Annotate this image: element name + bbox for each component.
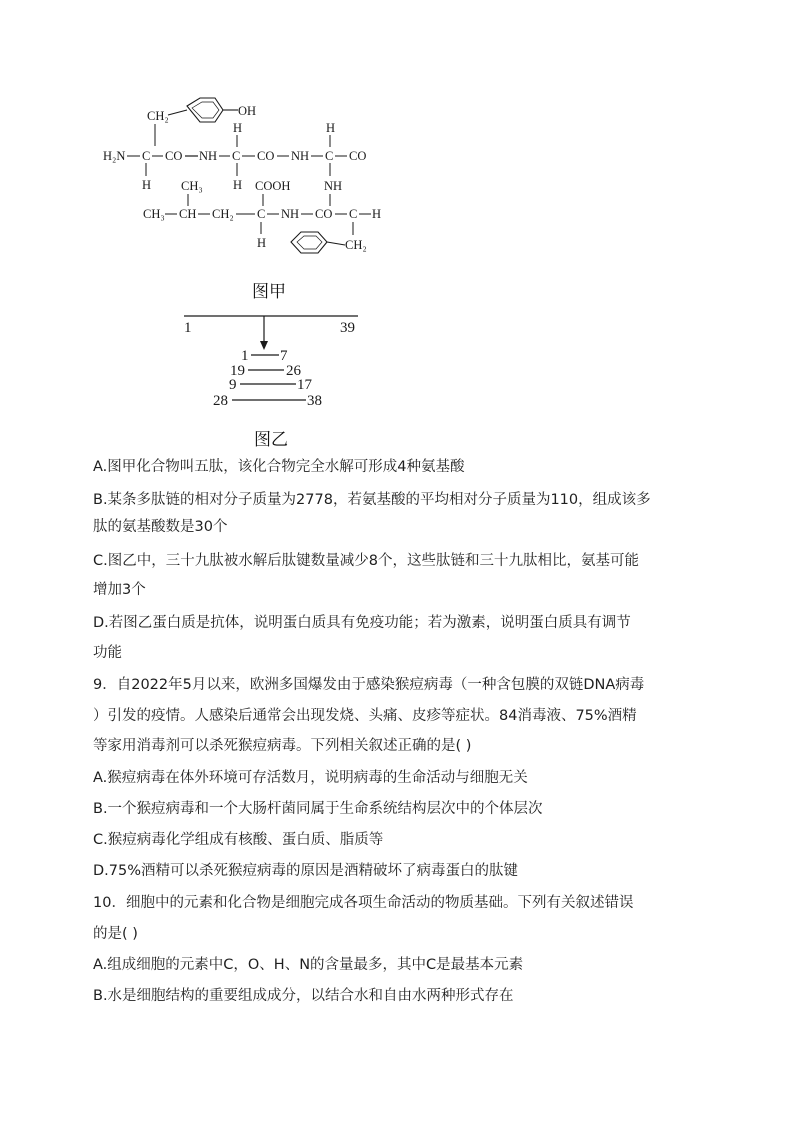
question-9-line2: ）引发的疫情。人感染后通常会出现发烧、头痛、皮疹等症状。84消毒液、75%酒精 [93,708,637,724]
question-10-line1: 10．细胞中的元素和化合物是细胞完成各项生命活动的物质基础。下列有关叙述错误 [93,895,634,911]
option-8d-line1: D.若图乙蛋白质是抗体，说明蛋白质具有免疫功能；若为激素，说明蛋白质具有调节 [93,615,631,631]
label-ch2-top: CH₂ [147,109,169,123]
option-8a: A.图甲化合物叫五肽，该化合物完全水解可形成4种氨基酸 [93,459,465,475]
segment-4-right: 38 [307,393,322,409]
option-9a: A.猴痘病毒在体外环境可存活数月，说明病毒的生命活动与细胞无关 [93,770,528,786]
label-c3: C [325,149,334,163]
question-9-line1: 9．自2022年5月以来，欧洲多国爆发由于感染猴痘病毒（一种含包膜的双链DNA病毒 [93,677,645,693]
label-start-1: 1 [184,320,192,336]
option-8b-line2: 肽的氨基酸数是30个 [93,519,228,535]
option-8d-line2: 功能 [93,645,122,661]
label-h-c3-top: H [326,121,336,135]
figure-yi-caption: 图乙 [254,430,288,450]
arrow-head [260,341,268,350]
label-end-39: 39 [340,320,355,336]
option-8c-line1: C.图乙中，三十九肽被水解后肽键数量减少8个，这些肽链和三十九肽相比，氨基可能 [93,553,639,569]
option-8c-line2: 增加3个 [93,582,146,598]
label-nh-right: NH [324,179,343,193]
option-10a: A.组成细胞的元素中C，O、H、N的含量最多，其中C是最基本元素 [93,957,524,973]
label-c1: C [142,149,151,163]
peptide-hydrolysis-diagram [180,310,370,415]
question-10-line2: 的是( ) [93,926,138,942]
label-c4: C [257,207,266,221]
label-nh1: NH [199,149,218,163]
benzene-ring-bottom [291,232,345,253]
label-co4: CO [315,207,333,221]
label-co2: CO [257,149,275,163]
option-8b-line1: B.某条多肽链的相对分子质量为2778，若氨基酸的平均相对分子质量为110，组成该多 [93,492,651,508]
benzene-ring-top [168,98,238,122]
segment-1-right: 7 [280,348,288,364]
label-cooh: COOH [255,179,291,193]
label-ch3-top: CH₃ [181,179,203,193]
label-c5: C [349,207,358,221]
segment-2-right: 26 [286,363,301,379]
label-h-c4: H [257,236,267,250]
figure-jia-caption: 图甲 [252,282,286,302]
label-h-c1: H [142,178,152,192]
label-ch2-mid: CH₂ [212,207,234,221]
question-9-line3: 等家用消毒剂可以杀死猴痘病毒。下列相关叙述正确的是( ) [93,738,472,754]
segment-3-left: 9 [229,377,237,393]
peptide-structure-diagram [95,92,395,267]
option-9d: D.75%酒精可以杀死猴痘病毒的原因是酒精破坏了病毒蛋白的肽键 [93,863,519,879]
segment-2-left: 19 [230,363,245,379]
label-h2n: H₂N [103,149,126,163]
label-ch2-bot: CH₂ [345,238,367,252]
label-h-c2-bot: H [233,178,243,192]
segment-3-right: 17 [297,377,312,393]
label-h-c5: H [372,207,382,221]
label-nh2: NH [291,149,310,163]
label-co3: CO [349,149,367,163]
label-ch: CH [179,207,197,221]
label-nh3: NH [281,207,300,221]
segment-4-left: 28 [213,393,228,409]
label-co1: CO [165,149,183,163]
option-10b: B.水是细胞结构的重要组成成分，以结合水和自由水两种形式存在 [93,988,514,1004]
option-9c: C.猴痘病毒化学组成有核酸、蛋白质、脂质等 [93,832,384,848]
label-oh: OH [238,104,257,118]
label-h-c2-top: H [233,121,243,135]
label-c2: C [232,149,241,163]
segment-1-left: 1 [241,348,249,364]
label-ch3-left: CH₃ [143,207,165,221]
option-9b: B.一个猴痘病毒和一个大肠杆菌同属于生命系统结构层次中的个体层次 [93,801,543,817]
